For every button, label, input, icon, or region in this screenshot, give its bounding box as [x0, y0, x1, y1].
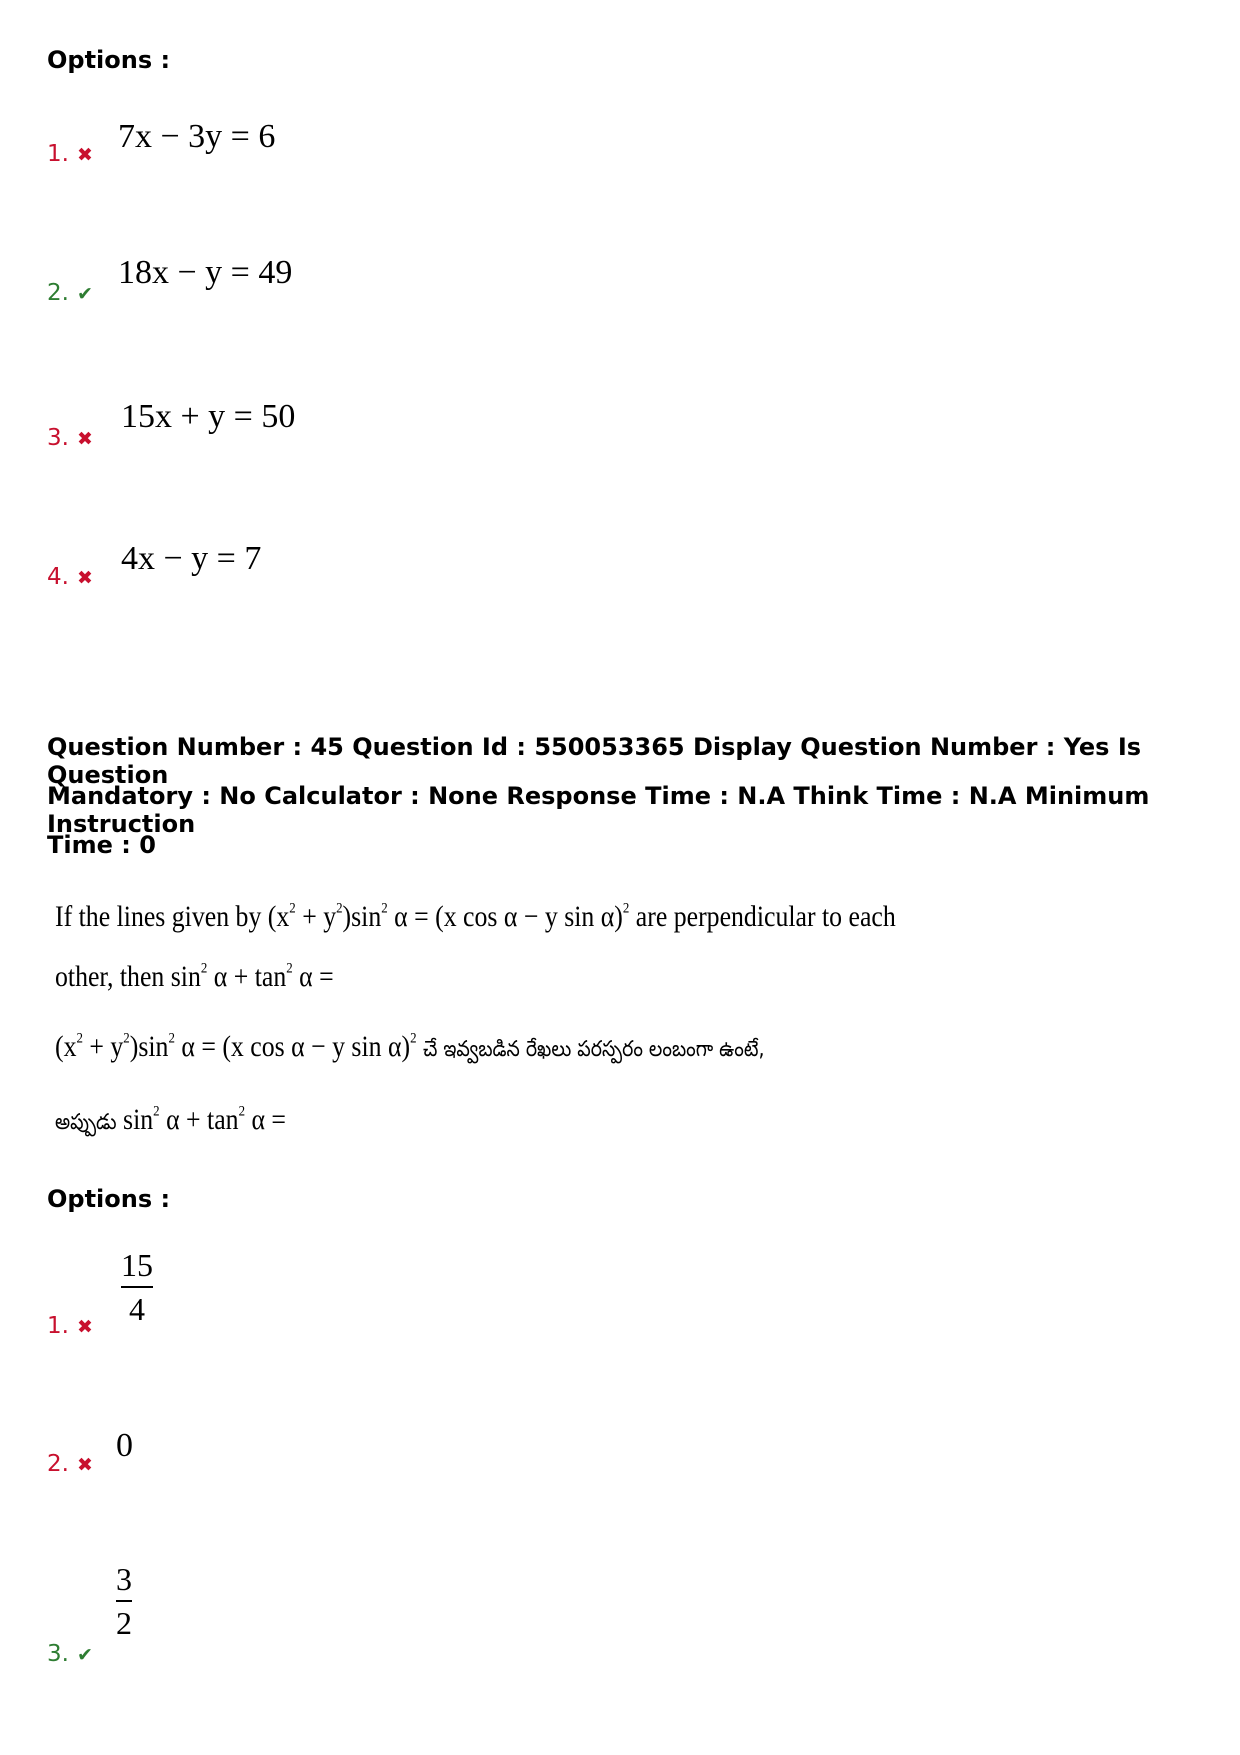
check-icon: ✔	[76, 283, 93, 305]
option-1-fraction	[121, 1248, 153, 1326]
option-2	[47, 1451, 93, 1477]
option-number: 4.	[47, 564, 69, 590]
check-icon: ✔	[76, 1644, 93, 1666]
option-4-text: 4x − y = 7	[121, 540, 262, 577]
option-1-text: 7x − 3y = 6	[118, 118, 276, 155]
fraction-bar	[116, 1600, 132, 1602]
option-number: 2.	[47, 280, 69, 306]
option-3	[47, 425, 93, 451]
option-2-text: 0	[116, 1427, 133, 1464]
option-1	[47, 1313, 93, 1339]
option-3-text: 15x + y = 50	[121, 398, 296, 435]
option-3	[47, 1641, 93, 1667]
options-label: Options :	[47, 46, 171, 74]
question-text-english-line-2: other, then $\sin^2 \alpha + \tan^2 \alpha$ =	[55, 960, 334, 993]
cross-icon: ✖	[76, 1454, 93, 1476]
denominator: 2	[116, 1605, 132, 1641]
cross-icon: ✖	[76, 428, 93, 450]
option-1	[47, 141, 93, 167]
question-meta-line-3: Time : 0	[47, 831, 156, 859]
option-2	[47, 280, 93, 306]
option-number: 3.	[47, 1641, 69, 1667]
cross-icon: ✖	[76, 1316, 93, 1338]
question-meta-line-2: Mandatory : No Calculator : None Response Time : N.A Think Time : N.A Minimum Instruction	[47, 782, 1150, 838]
option-number: 1.	[47, 141, 69, 167]
option-3-fraction	[116, 1562, 132, 1640]
numerator: 15	[121, 1247, 153, 1283]
fraction-bar	[121, 1286, 153, 1288]
option-2-text: 18x − y = 49	[118, 254, 293, 291]
numerator: 3	[116, 1561, 132, 1597]
option-4	[47, 564, 93, 590]
option-number: 1.	[47, 1313, 69, 1339]
option-number: 3.	[47, 425, 69, 451]
question-meta-line-1: Question Number : 45 Question Id : 550053365 Display Question Number : Yes Is Question	[47, 733, 1142, 789]
question-text-telugu-line-2: అప్పుడు $\sin^2 \alpha + \tan^2 \alpha$ =	[55, 1103, 286, 1136]
option-number: 2.	[47, 1451, 69, 1477]
denominator: 4	[129, 1291, 145, 1327]
options-label: Options :	[47, 1185, 171, 1213]
question-text-english-line-1: If the lines given by $(x^2 + y^2)\sin^2$ α = (x cos α − y sin α)$^2$ are perpendicular to each	[55, 900, 896, 933]
question-text-telugu-line-1: $(x^2 + y^2)\sin^2$ α = (x cos α − y sin α)$^2$ చే ఇవ్వబడిన రేఖలు పరస్పరం లంబంగా ఉంటే,	[55, 1030, 765, 1063]
cross-icon: ✖	[76, 567, 93, 589]
cross-icon: ✖	[76, 144, 93, 166]
